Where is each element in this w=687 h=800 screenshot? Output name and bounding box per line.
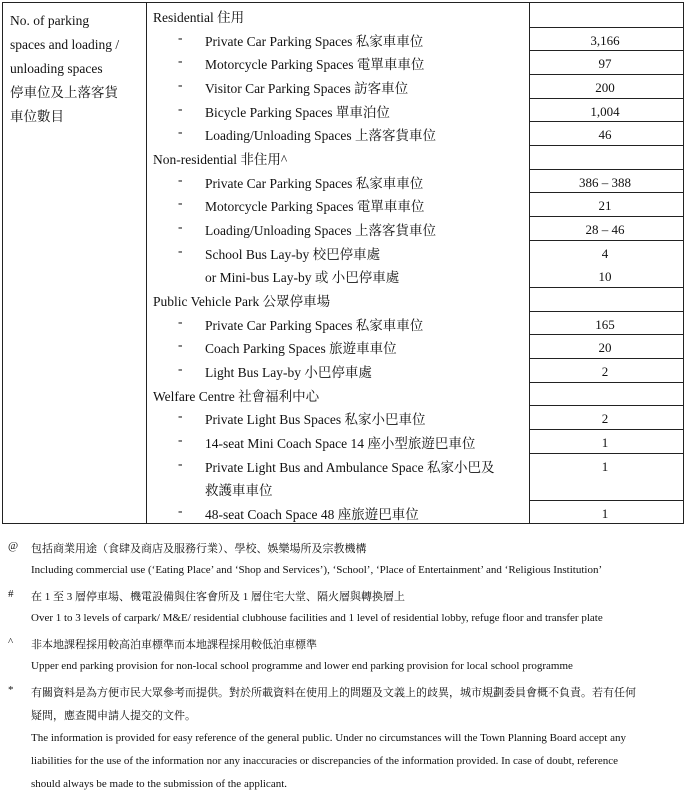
- value-rule: [530, 358, 683, 359]
- bullet-dash: -: [178, 77, 183, 92]
- bullet-dash: -: [178, 53, 183, 68]
- item-label: Loading/Unloading Spaces 上落客貨車位: [205, 223, 436, 238]
- section-title: Welfare Centre 社會福利中心: [153, 389, 320, 404]
- bullet-dash: -: [178, 195, 183, 210]
- item-value: 20: [598, 340, 612, 355]
- section-header-non-residential: [3, 145, 683, 169]
- table-row: [3, 98, 683, 122]
- value-rule: [530, 50, 683, 51]
- footnote-en: Over 1 to 3 levels of carpark/ M&E/ residential clubhouse facilities and 1 level of residential lobby, refuge floor and transfer plate: [31, 612, 603, 624]
- row-label-line: 停車位及上落客貨: [10, 85, 118, 100]
- bullet-dash: -: [178, 361, 183, 376]
- value-rule: [530, 334, 683, 335]
- table-row: [3, 334, 683, 358]
- item-label: Visitor Car Parking Spaces 訪客車位: [205, 81, 409, 96]
- value-rule: [530, 240, 683, 241]
- item-label: School Bus Lay-by 校巴停車處: [205, 247, 381, 262]
- item-label: Motorcycle Parking Spaces 電單車車位: [205, 199, 425, 214]
- bullet-dash: -: [178, 432, 183, 447]
- item-value: 1: [601, 506, 609, 521]
- table-row: [3, 121, 683, 145]
- bullet-dash: -: [178, 124, 183, 139]
- item-label: Private Car Parking Spaces 私家車車位: [205, 318, 424, 333]
- table-row: [3, 405, 683, 429]
- footnote-zh: 在 1 至 3 層停車場、機電設備與住客會所及 1 層住宅大堂、隔火層與轉換層上: [31, 591, 405, 603]
- footnote-symbol: #: [8, 588, 14, 600]
- value-rule: [530, 169, 683, 170]
- item-value: 2: [601, 364, 609, 379]
- footnote-zh: 有關資料是為方便市民大眾參考而提供。對於所載資料在使用上的問題及文義上的歧異，城市規劃委員會概不負責。若有任何: [31, 687, 636, 699]
- footnote-zh: 疑問，應查閱申請人提交的文件。: [31, 710, 196, 722]
- value-rule: [530, 192, 683, 193]
- item-value: 46: [598, 127, 612, 142]
- bullet-dash: -: [178, 408, 183, 423]
- bullet-dash: -: [178, 172, 183, 187]
- bullet-dash: -: [178, 243, 183, 258]
- row-label-line: 車位數目: [10, 109, 64, 124]
- item-value: 2: [601, 411, 609, 426]
- table-row: [3, 216, 683, 240]
- item-value: 21: [598, 198, 612, 213]
- item-label: 48-seat Coach Space 48 座旅遊巴車位: [205, 507, 419, 522]
- section-title: Residential 住用: [153, 10, 245, 25]
- section-title: Non-residential 非住用^: [153, 152, 288, 167]
- item-value: 97: [598, 56, 612, 71]
- table-row: [3, 240, 683, 264]
- item-label: Private Car Parking Spaces 私家車車位: [205, 34, 424, 49]
- value-rule: [530, 216, 683, 217]
- table-row: [3, 429, 683, 453]
- value-rule: [530, 145, 683, 146]
- table-row: [3, 358, 683, 382]
- item-value: 10: [598, 269, 612, 284]
- bullet-dash: -: [178, 219, 183, 234]
- item-label: or Mini-bus Lay-by 或 小巴停車處: [205, 270, 400, 285]
- value-rule: [530, 27, 683, 28]
- value-rule: [530, 429, 683, 430]
- footnote-symbol: ^: [8, 636, 14, 648]
- value-rule: [530, 382, 683, 383]
- footnote-en: Including commercial use (‘Eating Place’ and ‘Shop and Services’), ‘School’, ‘Place of Entertainment’ and ‘Religious Institution’: [31, 564, 603, 576]
- item-label: Private Light Bus and Ambulance Space 私家小巴及: [205, 460, 495, 475]
- table-row: [3, 50, 683, 74]
- item-value: 386 – 388: [579, 175, 631, 190]
- item-label: 14-seat Mini Coach Space 14 座小型旅遊巴車位: [205, 436, 476, 451]
- footnote-symbol: *: [8, 684, 14, 696]
- footnote-en: liabilities for the use of the information nor any inaccuracies or discrepancies of the information provided. In case of doubt, reference: [31, 755, 619, 767]
- parking-table: [2, 2, 684, 524]
- row-label-line: spaces and loading /: [10, 37, 120, 52]
- footnote-zh: 包括商業用途（食肆及商店及服務行業）、學校、娛樂場所及宗教機構: [31, 543, 367, 555]
- table-row: [3, 453, 683, 477]
- table-row-continuation: [3, 476, 683, 500]
- value-rule: [530, 405, 683, 406]
- footnote-en: should always be made to the submission of the applicant.: [31, 778, 288, 790]
- section-title: Public Vehicle Park 公眾停車場: [153, 294, 331, 309]
- value-rule: [530, 287, 683, 288]
- footnote-en: The information is provided for easy reference of the general public. Under no circumstances will the Town Planning Board accept any: [31, 732, 626, 744]
- item-label: Private Car Parking Spaces 私家車車位: [205, 176, 424, 191]
- item-value: 28 – 46: [585, 222, 625, 237]
- bullet-dash: -: [178, 456, 183, 471]
- item-value: 1: [601, 435, 609, 450]
- row-label-line: No. of parking: [10, 13, 90, 28]
- table-row: [3, 311, 683, 335]
- table-row: [3, 192, 683, 216]
- item-value: 3,166: [590, 33, 620, 48]
- item-value: 4: [601, 246, 609, 261]
- item-label: Private Light Bus Spaces 私家小巴車位: [205, 412, 426, 427]
- bullet-dash: -: [178, 503, 183, 518]
- footnote-zh: 非本地課程採用較高泊車標準而本地課程採用較低泊車標準: [31, 639, 317, 651]
- bullet-dash: -: [178, 30, 183, 45]
- table-row: [3, 263, 683, 287]
- table-row: [3, 500, 683, 524]
- row-label-line: unloading spaces: [10, 61, 103, 76]
- bullet-dash: -: [178, 337, 183, 352]
- item-label: Motorcycle Parking Spaces 電單車車位: [205, 57, 425, 72]
- section-header-residential: [3, 3, 683, 27]
- footnote-symbol: @: [8, 540, 19, 552]
- section-header-public-vehicle-park: [3, 287, 683, 311]
- footnote-en: Upper end parking provision for non-local school programme and lower end parking provision for local school programme: [31, 660, 573, 672]
- item-value: 165: [595, 317, 615, 332]
- table-row: [3, 169, 683, 193]
- value-rule: [530, 121, 683, 122]
- table-row: [3, 74, 683, 98]
- bullet-dash: -: [178, 101, 183, 116]
- item-label: 救護車車位: [205, 483, 273, 498]
- value-rule: [530, 98, 683, 99]
- item-value: 1,004: [590, 104, 620, 119]
- table-row: [3, 27, 683, 51]
- value-rule: [530, 311, 683, 312]
- item-label: Loading/Unloading Spaces 上落客貨車位: [205, 128, 436, 143]
- item-label: Bicycle Parking Spaces 單車泊位: [205, 105, 390, 120]
- item-value: 200: [595, 80, 615, 95]
- value-rule: [530, 74, 683, 75]
- bullet-dash: -: [178, 314, 183, 329]
- item-label: Coach Parking Spaces 旅遊車車位: [205, 341, 397, 356]
- value-rule: [530, 453, 683, 454]
- item-label: Light Bus Lay-by 小巴停車處: [205, 365, 372, 380]
- value-rule: [530, 500, 683, 501]
- section-header-welfare-centre: [3, 382, 683, 406]
- item-value: 1: [601, 459, 609, 474]
